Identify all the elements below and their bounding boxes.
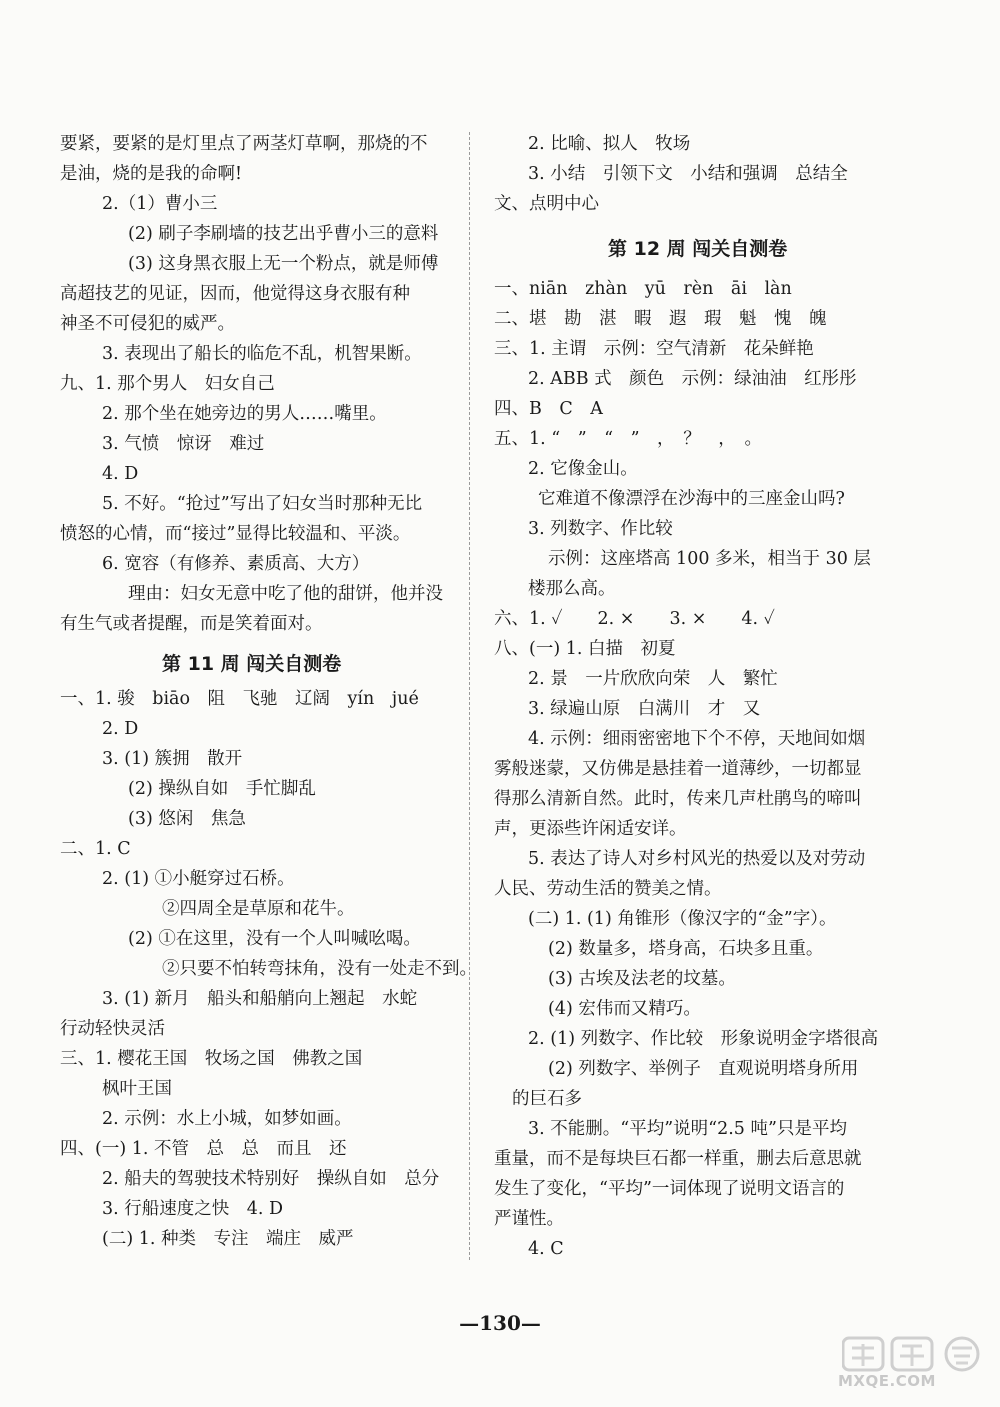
text-line: 三、1. 主谓 示例：空气清新 花朵鲜艳	[494, 339, 814, 359]
text-line: 重量，而不是每块巨石都一样重，删去后意思就	[494, 1149, 862, 1169]
text-line: 一、1. 骏 biāo 阻 飞驰 辽阔 yín jué	[60, 689, 419, 709]
text-line: 示例：这座塔高 100 多米，相当于 30 层	[548, 549, 871, 569]
watermark-url: MXQE.COM	[838, 1372, 936, 1390]
text-line: 是油，烧的是我的命啊!	[60, 164, 243, 184]
text-line: 3. 列数字、作比较	[528, 519, 673, 539]
text-line: (二) 1. (1) 角锥形（像汉字的“金”字）。	[528, 909, 837, 929]
text-line: (3) 悠闲 焦急	[128, 809, 246, 829]
text-line: 楼那么高。	[528, 579, 616, 599]
text-line: 要紧，要紧的是灯里点了两茎灯草啊，那烧的不	[60, 134, 428, 154]
text-line: 八、(一) 1. 白描 初夏	[494, 639, 676, 659]
text-line: 高超技艺的见证，因而，他觉得这身衣服有种	[60, 284, 410, 304]
text-line: 四、(一) 1. 不管 总 总 而且 还	[60, 1139, 347, 1159]
text-line: 4. D	[102, 464, 139, 484]
text-line: (4) 宏伟而又精巧。	[548, 999, 701, 1019]
text-line: 愤怒的心情，而“接过”显得比较温和、平淡。	[60, 524, 411, 544]
section-heading: 第 11 周 闯关自测卷	[162, 653, 342, 675]
text-line: 2.（1）曹小三	[102, 194, 218, 214]
text-line: (2) ①在这里，没有一个人叫喊吆喝。	[128, 929, 421, 949]
text-line: 2. 示例：水上小城，如梦如画。	[102, 1109, 352, 1129]
text-line: 3. 气愤 惊讶 难过	[102, 434, 265, 454]
text-line: 6. 宽容（有修养、素质高、大方）	[102, 554, 370, 574]
text-line: (2) 操纵自如 手忙脚乱	[128, 779, 316, 799]
text-line: (3) 古埃及法老的坟墓。	[548, 969, 736, 989]
text-line: 严谨性。	[494, 1209, 564, 1229]
text-line: 它难道不像漂浮在沙海中的三座金山吗?	[538, 489, 845, 509]
text-line: (二) 1. 种类 专注 端庄 威严	[102, 1229, 354, 1249]
section-heading: 第 12 周 闯关自测卷	[608, 238, 788, 260]
text-line: 枫叶王国	[102, 1079, 172, 1099]
text-line: 2. 它像金山。	[528, 459, 638, 479]
text-line: 3. 绿遍山原 白满川 才 又	[528, 699, 761, 719]
text-line: 六、1. ✓ 2. × 3. × 4. ✓	[494, 609, 775, 629]
text-line: 5. 不好。“抢过”写出了妇女当时那种无比	[102, 494, 423, 514]
text-line: 3. (1) 簇拥 散开	[102, 749, 243, 769]
text-line: 2. 船夫的驾驶技术特别好 操纵自如 总分	[102, 1169, 440, 1189]
text-line: 2. ABB 式 颜色 示例：绿油油 红彤彤	[528, 369, 857, 389]
text-line: 3. (1) 新月 船头和船艄向上翘起 水蛇	[102, 989, 418, 1009]
text-line: (2) 数量多，塔身高，石块多且重。	[548, 939, 824, 959]
text-line: 四、B C A	[494, 399, 603, 419]
page-number: —130—	[459, 1311, 541, 1335]
text-line: 2. (1) ①小艇穿过石桥。	[102, 869, 295, 889]
text-line: 行动轻快灵活	[60, 1019, 165, 1039]
text-line: 理由：妇女无意中吃了他的甜饼，他并没	[128, 584, 443, 604]
text-line: 3. 不能删。“平均”说明“2.5 吨”只是平均	[528, 1119, 847, 1139]
text-line: 2. D	[102, 719, 139, 739]
text-line: (3) 这身黑衣服上无一个粉点，就是师傅	[128, 254, 439, 274]
text-line: 2. 景 一片欣欣向荣 人 繁忙	[528, 669, 778, 689]
text-line: 的巨石多	[512, 1089, 582, 1109]
text-line: 发生了变化，“平均”一词体现了说明文语言的	[494, 1179, 845, 1199]
text-line: (2) 刷子李刷墙的技艺出乎曹小三的意料	[128, 224, 439, 244]
text-line: 得那么清新自然。此时，传来几声杜鹃鸟的啼叫	[494, 789, 862, 809]
text-line: 文、点明中心	[494, 194, 599, 214]
text-line: 二、堪 勘 湛 暇 遐 瑕 魁 愧 魄	[494, 309, 827, 329]
text-line: 2. 那个坐在她旁边的男人……嘴里。	[102, 404, 387, 424]
text-line: 3. 小结 引领下文 小结和强调 总结全	[528, 164, 848, 184]
text-line: 2. (1) 列数字、作比较 形象说明金字塔很高	[528, 1029, 879, 1049]
text-line: 人民、劳动生活的赞美之情。	[494, 879, 722, 899]
text-line: 声，更添些许闲适安详。	[494, 819, 687, 839]
text-line: 4. 示例：细雨密密地下个不停，天地间如烟	[528, 729, 866, 749]
text-line: 三、1. 樱花王国 牧场之国 佛教之国	[60, 1049, 363, 1069]
text-line: ②只要不怕转弯抹角，没有一处走不到。	[162, 959, 477, 979]
text-line: 五、1. “ ” “ ” ， ？ ， 。	[494, 429, 763, 449]
text-line: 二、1. C	[60, 839, 131, 859]
text-line: 4. C	[528, 1239, 564, 1259]
text-line: 一、niān zhàn yū rèn āi làn	[494, 279, 792, 299]
text-line: 有生气或者提醒，而是笑着面对。	[60, 614, 323, 634]
text-line: 雾般迷蒙，又仿佛是悬挂着一道薄纱，一切都显	[494, 759, 862, 779]
text-line: 神圣不可侵犯的威严。	[60, 314, 235, 334]
column-divider	[469, 132, 470, 1260]
text-line: 九、1. 那个男人 妇女自己	[60, 374, 275, 394]
text-line: ②四周全是草原和花牛。	[162, 899, 355, 919]
text-line: (2) 列数字、举例子 直观说明塔身所用	[548, 1059, 859, 1079]
text-line: 3. 行船速度之快 4. D	[102, 1199, 284, 1219]
text-line: 3. 表现出了船长的临危不乱，机智果断。	[102, 344, 422, 364]
text-line: 2. 比喻、拟人 牧场	[528, 134, 691, 154]
watermark-logo	[842, 1336, 987, 1372]
text-line: 5. 表达了诗人对乡村风光的热爱以及对劳动	[528, 849, 866, 869]
